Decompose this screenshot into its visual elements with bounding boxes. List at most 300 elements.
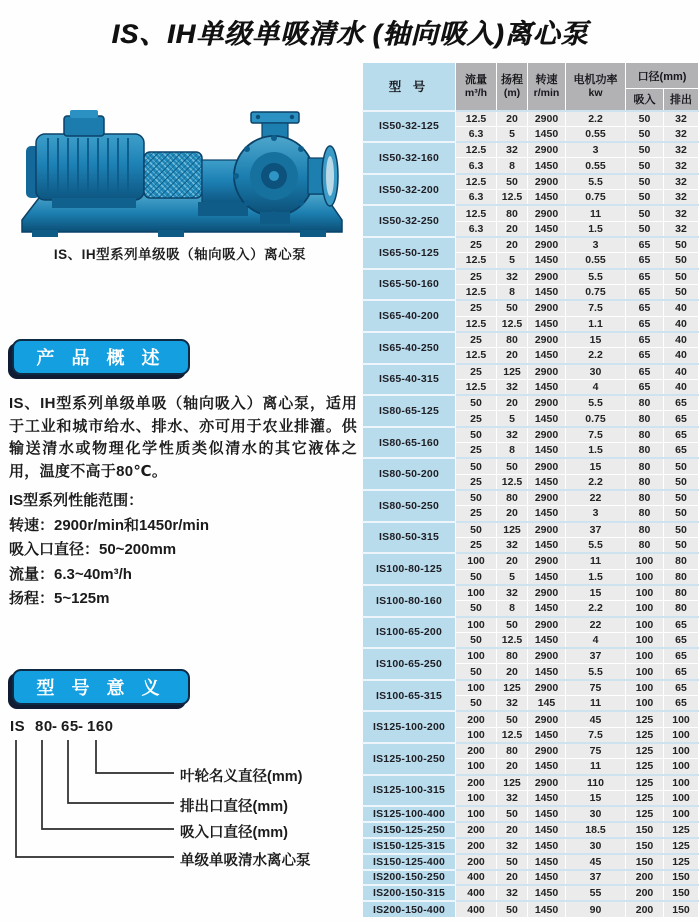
value-cell: 40 [664, 316, 699, 332]
value-cell: 50 [456, 696, 497, 712]
value-cell: 80 [626, 411, 664, 427]
value-cell: 100 [626, 664, 664, 680]
value-cell: 2900 [528, 743, 566, 759]
value-cell: 7.5 [566, 300, 626, 316]
value-cell: 32 [497, 885, 528, 901]
header-diameter: 口径(mm) [626, 63, 699, 89]
value-cell: 50 [456, 458, 497, 474]
value-cell: 2900 [528, 522, 566, 538]
value-cell: 45 [566, 854, 626, 870]
model-cell: IS125-100-200 [363, 711, 456, 743]
value-cell: 2900 [528, 237, 566, 253]
model-cell: IS80-50-250 [363, 490, 456, 522]
value-cell: 80 [497, 205, 528, 221]
value-cell: 25 [456, 443, 497, 459]
value-cell: 65 [626, 316, 664, 332]
value-cell: 32 [497, 269, 528, 285]
value-cell: 125 [497, 522, 528, 538]
value-cell: 7.5 [566, 727, 626, 743]
value-cell: 20 [497, 870, 528, 886]
value-cell: 25 [456, 506, 497, 522]
value-cell: 37 [566, 870, 626, 886]
overview-banner: 产 品 概 述 [12, 339, 190, 375]
table-row [363, 395, 699, 411]
value-cell: 1450 [528, 632, 566, 648]
value-cell: 65 [626, 364, 664, 380]
header-flow-unit: m³/h [464, 86, 488, 99]
value-cell: 200 [456, 838, 497, 854]
value-cell: 50 [626, 158, 664, 174]
value-cell: 7.5 [566, 427, 626, 443]
value-cell: 125 [626, 775, 664, 791]
value-cell: 5 [497, 126, 528, 142]
value-cell: 125 [626, 743, 664, 759]
table-row [363, 806, 699, 822]
performance-line: IS型系列性能范围： [9, 492, 144, 509]
value-cell: 37 [566, 648, 626, 664]
value-cell: 4 [566, 379, 626, 395]
value-cell: 1450 [528, 664, 566, 680]
value-cell: 1450 [528, 284, 566, 300]
diagram-label-discharge: 排出口直径(mm) [180, 799, 288, 815]
value-cell: 25 [456, 332, 497, 348]
model-code-discharge: 65 [61, 718, 79, 735]
value-cell: 50 [497, 901, 528, 917]
value-cell: 40 [664, 348, 699, 364]
header-suction: 吸入 [626, 89, 664, 111]
value-cell: 65 [664, 696, 699, 712]
table-row [363, 648, 699, 664]
value-cell: 100 [664, 727, 699, 743]
model-cell: IS80-65-160 [363, 427, 456, 459]
value-cell: 50 [497, 174, 528, 190]
value-cell: 15 [566, 332, 626, 348]
value-cell: 1450 [528, 474, 566, 490]
value-cell: 50 [664, 253, 699, 269]
value-cell: 37 [566, 522, 626, 538]
value-cell: 32 [497, 427, 528, 443]
value-cell: 80 [626, 395, 664, 411]
value-cell: 3 [566, 237, 626, 253]
value-cell: 1450 [528, 537, 566, 553]
value-cell: 80 [497, 743, 528, 759]
value-cell: 1450 [528, 854, 566, 870]
value-cell: 100 [664, 775, 699, 791]
value-cell: 80 [626, 537, 664, 553]
value-cell: 1450 [528, 316, 566, 332]
value-cell: 65 [626, 348, 664, 364]
value-cell: 100 [626, 617, 664, 633]
value-cell: 50 [664, 490, 699, 506]
value-cell: 2.2 [566, 348, 626, 364]
value-cell: 100 [456, 617, 497, 633]
value-cell: 125 [626, 727, 664, 743]
table-row [363, 838, 699, 854]
value-cell: 65 [664, 664, 699, 680]
value-cell: 20 [497, 506, 528, 522]
model-code-suction: 80 [35, 718, 53, 735]
value-cell: 50 [626, 190, 664, 206]
model-meaning-banner: 型 号 意 义 [12, 669, 190, 705]
value-cell: 25 [456, 269, 497, 285]
value-cell: 30 [566, 806, 626, 822]
value-cell: 12.5 [456, 316, 497, 332]
value-cell: 110 [566, 775, 626, 791]
table-row [363, 490, 699, 506]
value-cell: 150 [664, 870, 699, 886]
value-cell: 25 [456, 237, 497, 253]
value-cell: 25 [456, 364, 497, 380]
value-cell: 32 [497, 142, 528, 158]
value-cell: 40 [664, 364, 699, 380]
value-cell: 25 [456, 474, 497, 490]
value-cell: 125 [497, 775, 528, 791]
value-cell: 80 [497, 332, 528, 348]
value-cell: 32 [664, 126, 699, 142]
table-row [363, 870, 699, 886]
value-cell: 1450 [528, 126, 566, 142]
value-cell: 80 [626, 458, 664, 474]
value-cell: 100 [664, 759, 699, 775]
value-cell: 65 [626, 269, 664, 285]
value-cell: 200 [456, 854, 497, 870]
table-row [363, 142, 699, 158]
value-cell: 100 [664, 711, 699, 727]
value-cell: 50 [456, 632, 497, 648]
value-cell: 32 [664, 142, 699, 158]
value-cell: 1450 [528, 870, 566, 886]
model-cell: IS125-100-250 [363, 743, 456, 775]
table-row [363, 775, 699, 791]
value-cell: 100 [626, 696, 664, 712]
value-cell: 32 [664, 158, 699, 174]
value-cell: 100 [626, 585, 664, 601]
spec-table-header [363, 63, 699, 111]
value-cell: 80 [664, 553, 699, 569]
table-row [363, 300, 699, 316]
value-cell: 90 [566, 901, 626, 917]
value-cell: 50 [664, 458, 699, 474]
value-cell: 125 [626, 806, 664, 822]
value-cell: 1450 [528, 727, 566, 743]
value-cell: 8 [497, 158, 528, 174]
value-cell: 80 [497, 648, 528, 664]
value-cell: 50 [456, 490, 497, 506]
value-cell: 6.3 [456, 158, 497, 174]
value-cell: 100 [626, 648, 664, 664]
value-cell: 50 [626, 142, 664, 158]
value-cell: 50 [497, 711, 528, 727]
value-cell: 200 [626, 885, 664, 901]
value-cell: 22 [566, 617, 626, 633]
value-cell: 2900 [528, 490, 566, 506]
value-cell: 65 [626, 237, 664, 253]
page-title: IS、IH单级单吸清水 (轴向吸入)离心泵 [111, 19, 589, 49]
performance-range [9, 489, 357, 612]
value-cell: 65 [626, 332, 664, 348]
value-cell: 100 [456, 790, 497, 806]
model-cell: IS65-40-315 [363, 364, 456, 396]
value-cell: 40 [664, 300, 699, 316]
value-cell: 1.5 [566, 443, 626, 459]
value-cell: 1450 [528, 443, 566, 459]
value-cell: 125 [664, 822, 699, 838]
value-cell: 50 [456, 569, 497, 585]
table-row [363, 553, 699, 569]
value-cell: 150 [626, 838, 664, 854]
value-cell: 100 [456, 727, 497, 743]
value-cell: 2.2 [566, 111, 626, 127]
value-cell: 50 [456, 601, 497, 617]
value-cell: 80 [664, 601, 699, 617]
value-cell: 65 [664, 395, 699, 411]
value-cell: 20 [497, 395, 528, 411]
model-cell: IS100-80-160 [363, 585, 456, 617]
value-cell: 2900 [528, 680, 566, 696]
table-row [363, 332, 699, 348]
model-cell: IS50-32-200 [363, 174, 456, 206]
model-cell: IS200-150-250 [363, 870, 456, 886]
value-cell: 100 [456, 553, 497, 569]
value-cell: 100 [456, 806, 497, 822]
value-cell: 2.2 [566, 474, 626, 490]
table-row [363, 237, 699, 253]
value-cell: 2900 [528, 111, 566, 127]
value-cell: 400 [456, 885, 497, 901]
value-cell: 125 [626, 711, 664, 727]
value-cell: 11 [566, 553, 626, 569]
value-cell: 100 [626, 632, 664, 648]
value-cell: 50 [664, 284, 699, 300]
value-cell: 6.3 [456, 126, 497, 142]
value-cell: 400 [456, 870, 497, 886]
value-cell: 200 [456, 711, 497, 727]
model-cell: IS65-50-160 [363, 269, 456, 301]
value-cell: 40 [664, 332, 699, 348]
value-cell: 20 [497, 237, 528, 253]
model-cell: IS80-65-125 [363, 395, 456, 427]
value-cell: 1450 [528, 379, 566, 395]
value-cell: 2900 [528, 174, 566, 190]
value-cell: 1450 [528, 838, 566, 854]
value-cell: 50 [626, 174, 664, 190]
value-cell: 100 [456, 648, 497, 664]
value-cell: 65 [664, 427, 699, 443]
table-row [363, 364, 699, 380]
value-cell: 0.75 [566, 411, 626, 427]
value-cell: 65 [664, 443, 699, 459]
value-cell: 12.5 [497, 190, 528, 206]
model-cell: IS100-80-125 [363, 553, 456, 585]
value-cell: 32 [664, 111, 699, 127]
value-cell: 1.5 [566, 569, 626, 585]
value-cell: 20 [497, 822, 528, 838]
value-cell: 12.5 [497, 474, 528, 490]
header-model: 型 号 [363, 63, 456, 111]
value-cell: 0.55 [566, 158, 626, 174]
overview-paragraph: IS、IH型系列单级单吸（轴向吸入）离心泵，适用于工业和城市给水、排水、亦可用于农业排灌。供输送清水或物理化学性质类似清水的其它液体之用，温度不高于80℃。 [9, 395, 357, 480]
value-cell: 2900 [528, 300, 566, 316]
diagram-label-impeller: 叶轮名义直径(mm) [180, 769, 303, 785]
value-cell: 50 [456, 395, 497, 411]
value-cell: 50 [497, 617, 528, 633]
value-cell: 8 [497, 443, 528, 459]
value-cell: 50 [456, 664, 497, 680]
value-cell: 22 [566, 490, 626, 506]
spec-table [362, 62, 699, 918]
value-cell: 32 [664, 174, 699, 190]
value-cell: 200 [456, 822, 497, 838]
header-flow-name: 流量 [465, 73, 487, 86]
value-cell: 1450 [528, 885, 566, 901]
value-cell: 55 [566, 885, 626, 901]
value-cell: 80 [626, 443, 664, 459]
value-cell: 125 [626, 790, 664, 806]
table-row [363, 522, 699, 538]
value-cell: 100 [664, 806, 699, 822]
value-cell: 50 [664, 237, 699, 253]
value-cell: 100 [626, 569, 664, 585]
value-cell: 1450 [528, 253, 566, 269]
table-row [363, 174, 699, 190]
value-cell: 15 [566, 790, 626, 806]
header-flow [456, 63, 497, 111]
value-cell: 1450 [528, 158, 566, 174]
diagram-label-suction: 吸入口直径(mm) [180, 825, 288, 841]
header-power [566, 63, 626, 111]
value-cell: 2900 [528, 142, 566, 158]
value-cell: 65 [626, 253, 664, 269]
value-cell: 50 [497, 806, 528, 822]
table-row [363, 711, 699, 727]
model-cell: IS50-32-250 [363, 205, 456, 237]
value-cell: 20 [497, 553, 528, 569]
model-code-series: IS [10, 718, 26, 735]
value-cell: 32 [497, 537, 528, 553]
value-cell: 50 [456, 522, 497, 538]
value-cell: 65 [664, 648, 699, 664]
header-discharge: 排出 [664, 89, 699, 111]
value-cell: 2900 [528, 205, 566, 221]
value-cell: 2900 [528, 617, 566, 633]
value-cell: 1450 [528, 601, 566, 617]
value-cell: 50 [626, 111, 664, 127]
value-cell: 5 [497, 569, 528, 585]
spec-table-body [363, 111, 699, 918]
value-cell: 1450 [528, 221, 566, 237]
value-cell: 150 [626, 854, 664, 870]
value-cell: 150 [664, 901, 699, 917]
value-cell: 11 [566, 205, 626, 221]
value-cell: 1450 [528, 790, 566, 806]
value-cell: 18.5 [566, 822, 626, 838]
value-cell: 50 [626, 126, 664, 142]
table-row [363, 901, 699, 917]
value-cell: 1.5 [566, 221, 626, 237]
value-cell: 80 [497, 490, 528, 506]
value-cell: 20 [497, 664, 528, 680]
value-cell: 32 [497, 696, 528, 712]
value-cell: 8 [497, 601, 528, 617]
value-cell: 45 [566, 711, 626, 727]
header-speed-name: 转速 [535, 73, 558, 86]
value-cell: 80 [626, 522, 664, 538]
model-cell: IS150-125-400 [363, 854, 456, 870]
value-cell: 25 [456, 411, 497, 427]
model-code-dash: - [78, 718, 84, 735]
value-cell: 6.3 [456, 221, 497, 237]
model-code-dash: - [52, 718, 58, 735]
value-cell: 100 [626, 553, 664, 569]
value-cell: 80 [664, 569, 699, 585]
value-cell: 12.5 [456, 348, 497, 364]
model-cell: IS100-65-315 [363, 680, 456, 712]
value-cell: 1450 [528, 190, 566, 206]
value-cell: 0.55 [566, 253, 626, 269]
model-cell: IS65-50-125 [363, 237, 456, 269]
pump-image [8, 60, 352, 238]
table-row [363, 617, 699, 633]
value-cell: 11 [566, 696, 626, 712]
value-cell: 15 [566, 458, 626, 474]
model-cell: IS200-150-400 [363, 901, 456, 917]
value-cell: 125 [497, 680, 528, 696]
value-cell: 2900 [528, 711, 566, 727]
value-cell: 80 [626, 490, 664, 506]
table-row [363, 585, 699, 601]
table-row [363, 885, 699, 901]
value-cell: 5 [497, 253, 528, 269]
value-cell: 12.5 [497, 632, 528, 648]
value-cell: 1450 [528, 759, 566, 775]
value-cell: 2900 [528, 427, 566, 443]
value-cell: 8 [497, 284, 528, 300]
value-cell: 4 [566, 632, 626, 648]
value-cell: 2900 [528, 332, 566, 348]
value-cell: 1450 [528, 569, 566, 585]
value-cell: 30 [566, 838, 626, 854]
value-cell: 1450 [528, 901, 566, 917]
value-cell: 50 [626, 221, 664, 237]
model-cell: IS50-32-125 [363, 111, 456, 143]
value-cell: 32 [664, 221, 699, 237]
model-cell: IS65-40-250 [363, 332, 456, 364]
value-cell: 20 [497, 221, 528, 237]
value-cell: 50 [497, 458, 528, 474]
table-row [363, 822, 699, 838]
value-cell: 2900 [528, 395, 566, 411]
value-cell: 25 [456, 537, 497, 553]
header-power-name: 电机功率 [573, 73, 618, 86]
value-cell: 20 [497, 348, 528, 364]
value-cell: 6.3 [456, 190, 497, 206]
value-cell: 80 [626, 474, 664, 490]
value-cell: 0.75 [566, 284, 626, 300]
value-cell: 12.5 [456, 174, 497, 190]
value-cell: 0.55 [566, 126, 626, 142]
value-cell: 80 [664, 585, 699, 601]
value-cell: 2900 [528, 775, 566, 791]
value-cell: 200 [456, 743, 497, 759]
value-cell: 65 [626, 284, 664, 300]
value-cell: 65 [626, 300, 664, 316]
table-row [363, 111, 699, 127]
value-cell: 50 [626, 205, 664, 221]
value-cell: 50 [664, 522, 699, 538]
value-cell: 40 [664, 379, 699, 395]
header-head [497, 63, 528, 111]
model-cell: IS65-40-200 [363, 300, 456, 332]
